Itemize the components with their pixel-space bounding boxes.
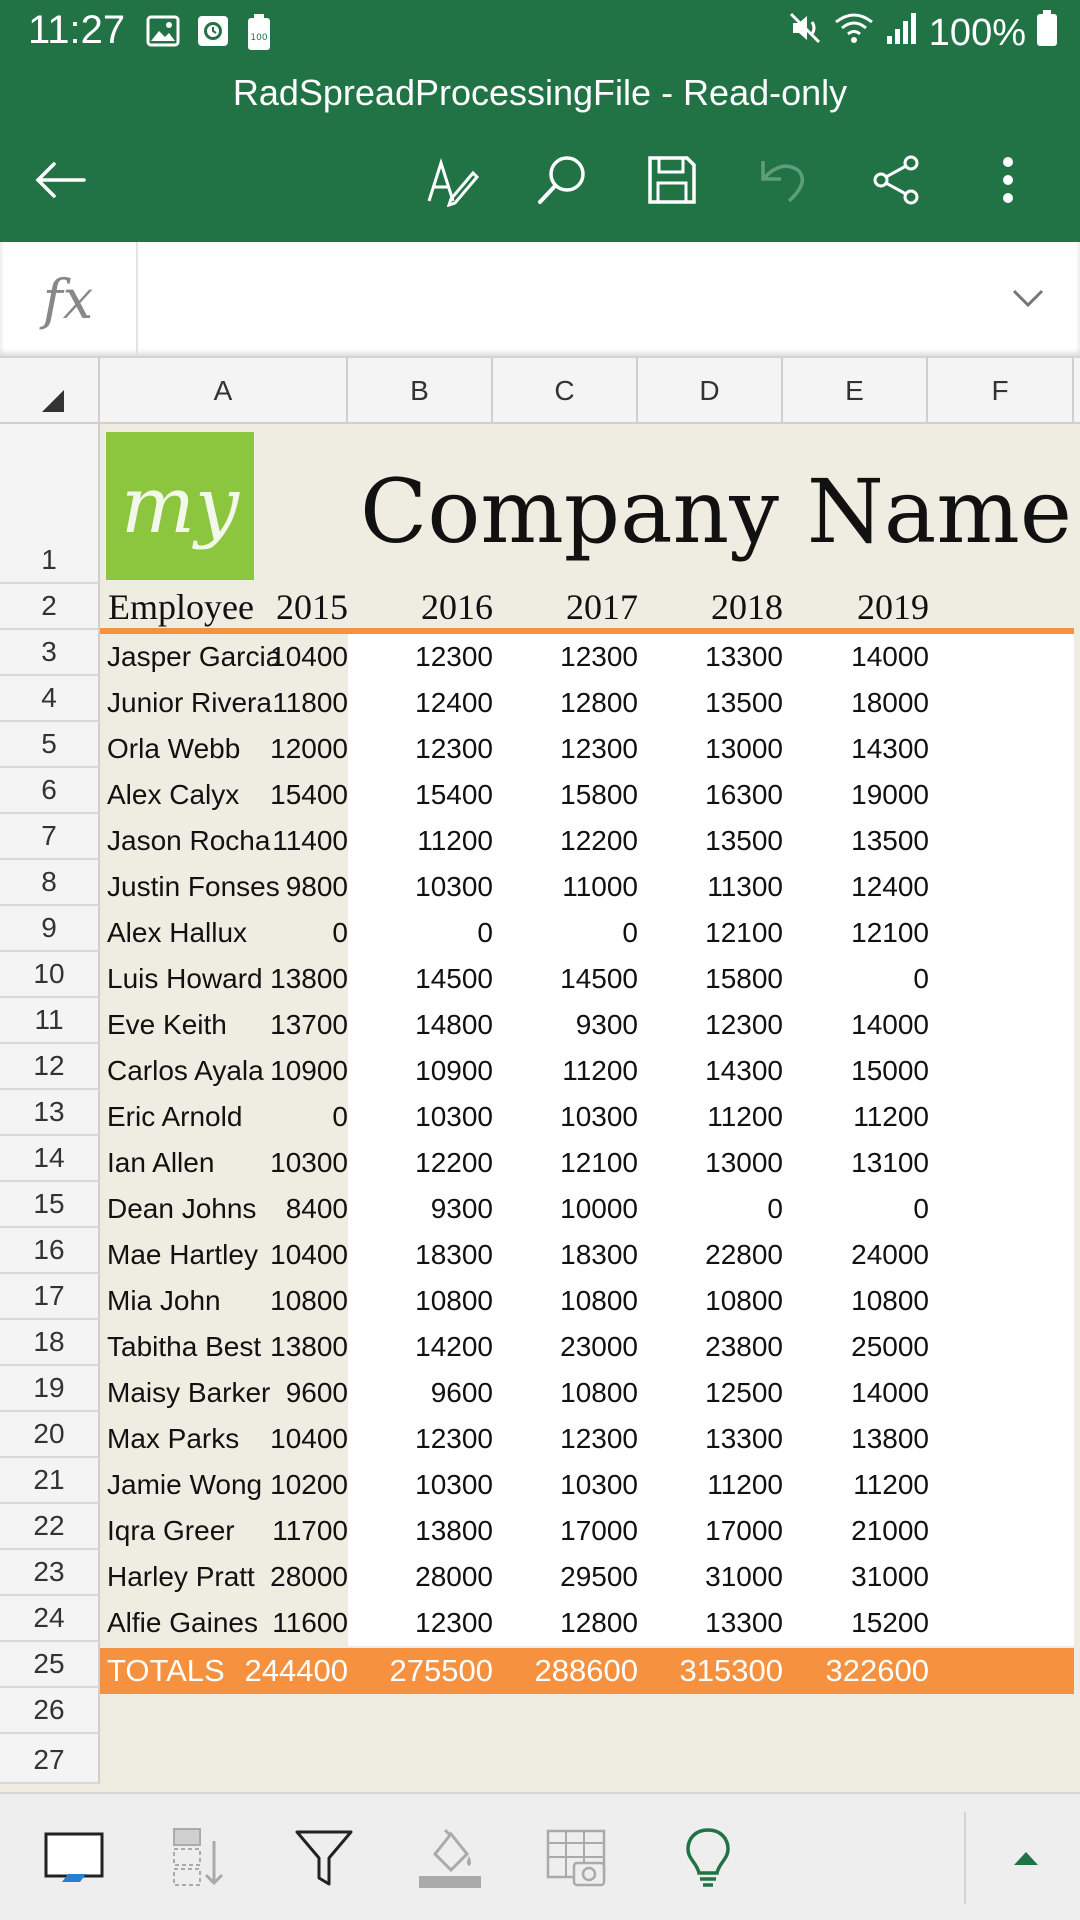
company-logo: my [106,432,254,580]
row-header-11[interactable]: 11 [0,998,100,1044]
row-header-10[interactable]: 10 [0,952,100,998]
totals-row[interactable] [100,1648,1074,1694]
value-cell: 10800 [415,1285,493,1316]
value-cell: 12300 [415,1607,493,1638]
edit-button[interactable] [420,148,484,212]
value-cell: 13300 [705,1423,783,1454]
value-cell: 10800 [851,1285,929,1316]
spreadsheet-grid[interactable] [0,358,1080,1792]
table-row[interactable] [100,956,1074,1002]
edit-pen-icon [425,153,479,207]
insert-cells-button[interactable] [160,1822,240,1894]
table-row[interactable] [100,1600,1074,1646]
value-cell: 10200 [270,1469,348,1500]
lightbulb-icon [685,1827,731,1889]
value-cell: 11200 [417,825,493,856]
back-button[interactable] [28,148,92,212]
value-cell: 11200 [707,1101,783,1132]
value-cell: 13800 [270,963,348,994]
value-cell: 14000 [851,641,929,672]
table-row[interactable] [100,1048,1074,1094]
value-cell: 12800 [560,687,638,718]
row-header-9[interactable]: 9 [0,906,100,952]
value-cell: 11200 [707,1469,783,1500]
employee-header: Employee [108,587,254,627]
value-cell: 24000 [851,1239,929,1270]
value-cell: 10300 [415,1101,493,1132]
header-row [100,584,1074,630]
value-cell: 10900 [415,1055,493,1086]
row-header-8[interactable]: 8 [0,860,100,906]
search-button[interactable] [530,148,594,212]
document-title: RadSpreadProcessingFile - Read-only [232,72,848,113]
value-cell: 13800 [415,1515,493,1546]
select-all-icon [42,390,64,412]
table-row[interactable] [100,910,1074,956]
value-cell: 10800 [560,1377,638,1408]
column-header-c[interactable]: C [493,358,638,424]
row-header-23[interactable]: 23 [0,1550,100,1596]
value-cell: 12300 [415,1423,493,1454]
value-cell: 10300 [560,1469,638,1500]
employee-name-cell: Orla Webb [107,733,241,764]
fill-color-button[interactable] [410,1822,490,1894]
value-cell: 12100 [705,917,783,948]
value-cell: 17000 [560,1515,638,1546]
value-cell: 0 [332,917,348,948]
value-cell: 12300 [705,1009,783,1040]
value-cell: 10900 [270,1055,348,1086]
row-header-27[interactable]: 27 [0,1734,100,1784]
row-header-13[interactable]: 13 [0,1090,100,1136]
value-cell: 9300 [575,1009,638,1040]
year-header: 2017 [566,587,638,627]
value-cell: 29500 [560,1561,638,1592]
value-cell: 12800 [560,1607,638,1638]
row-header-20[interactable]: 20 [0,1412,100,1458]
table-row[interactable] [100,1370,1074,1416]
table-row[interactable] [100,1094,1074,1140]
value-cell: 13000 [705,733,783,764]
undo-icon [759,155,809,205]
value-cell: 18300 [560,1239,638,1270]
gallery-notification-icon [146,14,180,55]
value-cell: 14200 [415,1331,493,1362]
table-row[interactable] [100,1232,1074,1278]
row-header-19[interactable]: 19 [0,1366,100,1412]
signal-icon [885,10,919,56]
row-header-25[interactable]: 25 [0,1642,100,1688]
value-cell: 16300 [705,779,783,810]
value-cell: 0 [767,1193,783,1224]
value-cell: 14300 [851,733,929,764]
value-cell: 25000 [851,1331,929,1362]
status-bar [0,0,1080,64]
app-header [0,0,1080,242]
value-cell: 12200 [560,825,638,856]
value-cell: 13300 [705,1607,783,1638]
value-cell: 22800 [705,1239,783,1270]
employee-name-cell: Justin Fonses [107,871,280,902]
row-header-4[interactable]: 4 [0,676,100,722]
value-cell: 15200 [851,1607,929,1638]
row-header-5[interactable]: 5 [0,722,100,768]
value-cell: 11300 [707,871,783,902]
row-header-14[interactable]: 14 [0,1136,100,1182]
year-header: 2018 [711,587,783,627]
table-row[interactable] [100,1140,1074,1186]
total-cell: 244400 [244,1653,348,1688]
value-cell: 12000 [270,733,348,764]
status-time: 11:27 [28,8,126,52]
select-mode-button[interactable] [34,1822,114,1894]
value-cell: 0 [913,963,929,994]
table-row[interactable] [100,818,1074,864]
fx-icon: fx [0,242,138,356]
value-cell: 14800 [415,1009,493,1040]
column-header-f[interactable]: F [928,358,1074,424]
insert-cells-icon [168,1827,232,1889]
sheet-snapshot-icon [544,1827,608,1889]
back-arrow-icon [34,160,86,200]
clock-notification-icon [196,14,230,55]
row-header-6[interactable]: 6 [0,768,100,814]
table-row[interactable] [100,634,1074,680]
employee-name-cell: Jamie Wong [107,1469,263,1500]
value-cell: 18000 [851,687,929,718]
value-cell: 13000 [705,1147,783,1178]
wifi-icon [833,10,875,56]
row-header-24[interactable]: 24 [0,1596,100,1642]
value-cell: 10800 [560,1285,638,1316]
value-cell: 11400 [272,825,348,856]
value-cell: 23000 [560,1331,638,1362]
table-row[interactable] [100,1278,1074,1324]
value-cell: 13800 [851,1423,929,1454]
total-cell: 322600 [825,1653,929,1688]
value-cell: 14000 [851,1009,929,1040]
save-button[interactable] [640,148,704,212]
row-header-15[interactable]: 15 [0,1182,100,1228]
employee-name-cell: Eric Arnold [107,1101,243,1132]
undo-button[interactable] [752,148,816,212]
value-cell: 11000 [562,871,638,902]
total-cell: 275500 [389,1653,493,1688]
value-cell: 13700 [270,1009,348,1040]
employee-name-cell: Ian Allen [107,1147,215,1178]
formula-input[interactable] [140,242,1000,356]
employee-name-cell: Jason Rocha [107,825,271,856]
value-cell: 21000 [851,1515,929,1546]
battery-percent: 100% [928,11,1026,54]
year-header: 2015 [276,587,348,627]
column-header-e[interactable]: E [783,358,928,424]
value-cell: 10300 [415,871,493,902]
row-header-16[interactable]: 16 [0,1228,100,1274]
value-cell: 15800 [705,963,783,994]
table-row[interactable] [100,1554,1074,1600]
svg-text:100: 100 [250,33,268,43]
battery-icon [1036,10,1058,56]
value-cell: 12400 [415,687,493,718]
value-cell: 13500 [705,825,783,856]
value-cell: 10800 [705,1285,783,1316]
value-cell: 19000 [851,779,929,810]
employee-name-cell: Mae Hartley [107,1239,258,1270]
column-header-b[interactable]: B [348,358,493,424]
year-header: 2019 [857,587,929,627]
bottom-toolbar [0,1792,1080,1920]
battery-notification-icon [246,14,272,55]
table-row[interactable] [100,726,1074,772]
value-cell: 15400 [415,779,493,810]
expand-up-icon [1012,1849,1040,1867]
filter-button[interactable] [284,1822,364,1894]
employee-name-cell: Tabitha Best [107,1331,262,1362]
value-cell: 13100 [851,1147,929,1178]
tell-me-button[interactable] [668,1822,748,1894]
value-cell: 12500 [705,1377,783,1408]
value-cell: 0 [622,917,638,948]
share-button[interactable] [864,148,928,212]
value-cell: 12300 [560,733,638,764]
more-icon [998,155,1018,205]
table-row[interactable] [100,864,1074,910]
chevron-down-icon [1012,288,1044,308]
filter-icon [294,1828,354,1888]
employee-name-cell: Junior Rivera [107,687,272,718]
value-cell: 11200 [853,1101,929,1132]
value-cell: 10400 [270,1423,348,1454]
employee-name-cell: Maisy Barker [107,1377,271,1408]
value-cell: 12300 [415,733,493,764]
save-icon [647,155,697,205]
value-cell: 10300 [415,1469,493,1500]
column-headers [0,358,1080,424]
row-header-12[interactable]: 12 [0,1044,100,1090]
value-cell: 12100 [851,917,929,948]
table-row[interactable] [100,1416,1074,1462]
company-name: Company Name [360,460,1072,563]
value-cell: 10400 [270,1239,348,1270]
employee-name-cell: Carlos Ayala [107,1055,264,1086]
row-header-17[interactable]: 17 [0,1274,100,1320]
value-cell: 0 [332,1101,348,1132]
value-cell: 23800 [705,1331,783,1362]
value-cell: 12300 [415,641,493,672]
table-row[interactable] [100,1508,1074,1554]
value-cell: 12300 [560,641,638,672]
column-header-d[interactable]: D [638,358,783,424]
row-header-1[interactable]: 1 [0,424,100,584]
employee-name-cell: Alfie Gaines [107,1607,258,1638]
value-cell: 14000 [851,1377,929,1408]
employee-name-cell: Alex Calyx [107,779,240,810]
employee-name-cell: Jasper Garcia [107,641,282,672]
row-header-2[interactable]: 2 [0,584,100,630]
employee-name-cell: Max Parks [107,1423,240,1454]
share-icon [871,155,921,205]
employee-name-cell: Luis Howard [107,963,263,994]
value-cell: 11200 [562,1055,638,1086]
value-cell: 11700 [272,1515,348,1546]
value-cell: 14300 [705,1055,783,1086]
formula-bar [0,242,1080,358]
value-cell: 10300 [560,1101,638,1132]
table-row[interactable] [100,1186,1074,1232]
table-row[interactable] [100,1002,1074,1048]
value-cell: 13800 [270,1331,348,1362]
value-cell: 11800 [272,687,348,718]
value-cell: 13500 [851,825,929,856]
select-mode-icon [42,1830,106,1886]
value-cell: 0 [913,1193,929,1224]
value-cell: 0 [477,917,493,948]
table-row[interactable] [100,1324,1074,1370]
total-cell: 315300 [679,1653,783,1688]
value-cell: 8400 [285,1193,348,1224]
value-cell: 9600 [285,1377,348,1408]
row-header-3[interactable]: 3 [0,630,100,676]
value-cell: 10400 [270,641,348,672]
employee-name-cell: Harley Pratt [107,1561,255,1592]
value-cell: 31000 [705,1561,783,1592]
value-cell: 31000 [851,1561,929,1592]
sheet-snapshot-button[interactable] [536,1822,616,1894]
value-cell: 11200 [853,1469,929,1500]
more-options-button[interactable] [976,148,1040,212]
table-row[interactable] [100,680,1074,726]
employee-name-cell: Iqra Greer [107,1515,235,1546]
formula-expand-button[interactable] [1006,276,1050,320]
table-row[interactable] [100,1462,1074,1508]
top-toolbar [0,148,1080,212]
value-cell: 13500 [705,687,783,718]
value-cell: 12300 [560,1423,638,1454]
value-cell: 14500 [560,963,638,994]
value-cell: 17000 [705,1515,783,1546]
table-row[interactable] [100,772,1074,818]
value-cell: 10300 [270,1147,348,1178]
value-cell: 11600 [272,1607,348,1638]
value-cell: 12100 [560,1147,638,1178]
value-cell: 15400 [270,779,348,810]
value-cell: 9300 [430,1193,493,1224]
employee-name-cell: Alex Hallux [107,917,248,948]
fill-color-icon [417,1826,483,1890]
value-cell: 12200 [415,1147,493,1178]
select-all-corner[interactable] [0,358,100,424]
totals-label: TOTALS [107,1653,225,1688]
row-header-21[interactable]: 21 [0,1458,100,1504]
row-header-18[interactable]: 18 [0,1320,100,1366]
row-header-22[interactable]: 22 [0,1504,100,1550]
column-header-a[interactable]: A [100,358,348,424]
value-cell: 15800 [560,779,638,810]
value-cell: 10000 [560,1193,638,1224]
row-header-7[interactable]: 7 [0,814,100,860]
expand-ribbon-button[interactable] [986,1822,1066,1894]
value-cell: 28000 [270,1561,348,1592]
search-icon [536,154,588,206]
employee-name-cell: Eve Keith [107,1009,227,1040]
value-cell: 12400 [851,871,929,902]
total-cell: 288600 [534,1653,638,1688]
value-cell: 9800 [285,871,348,902]
employee-name-cell: Mia John [107,1285,221,1316]
value-cell: 18300 [415,1239,493,1270]
value-cell: 9600 [430,1377,493,1408]
mute-icon [787,10,823,56]
row-header-26[interactable]: 26 [0,1688,100,1734]
employee-name-cell: Dean Johns [107,1193,257,1224]
value-cell: 15000 [851,1055,929,1086]
value-cell: 14500 [415,963,493,994]
value-cell: 10800 [270,1285,348,1316]
year-header: 2016 [421,587,493,627]
value-cell: 28000 [415,1561,493,1592]
value-cell: 13300 [705,641,783,672]
